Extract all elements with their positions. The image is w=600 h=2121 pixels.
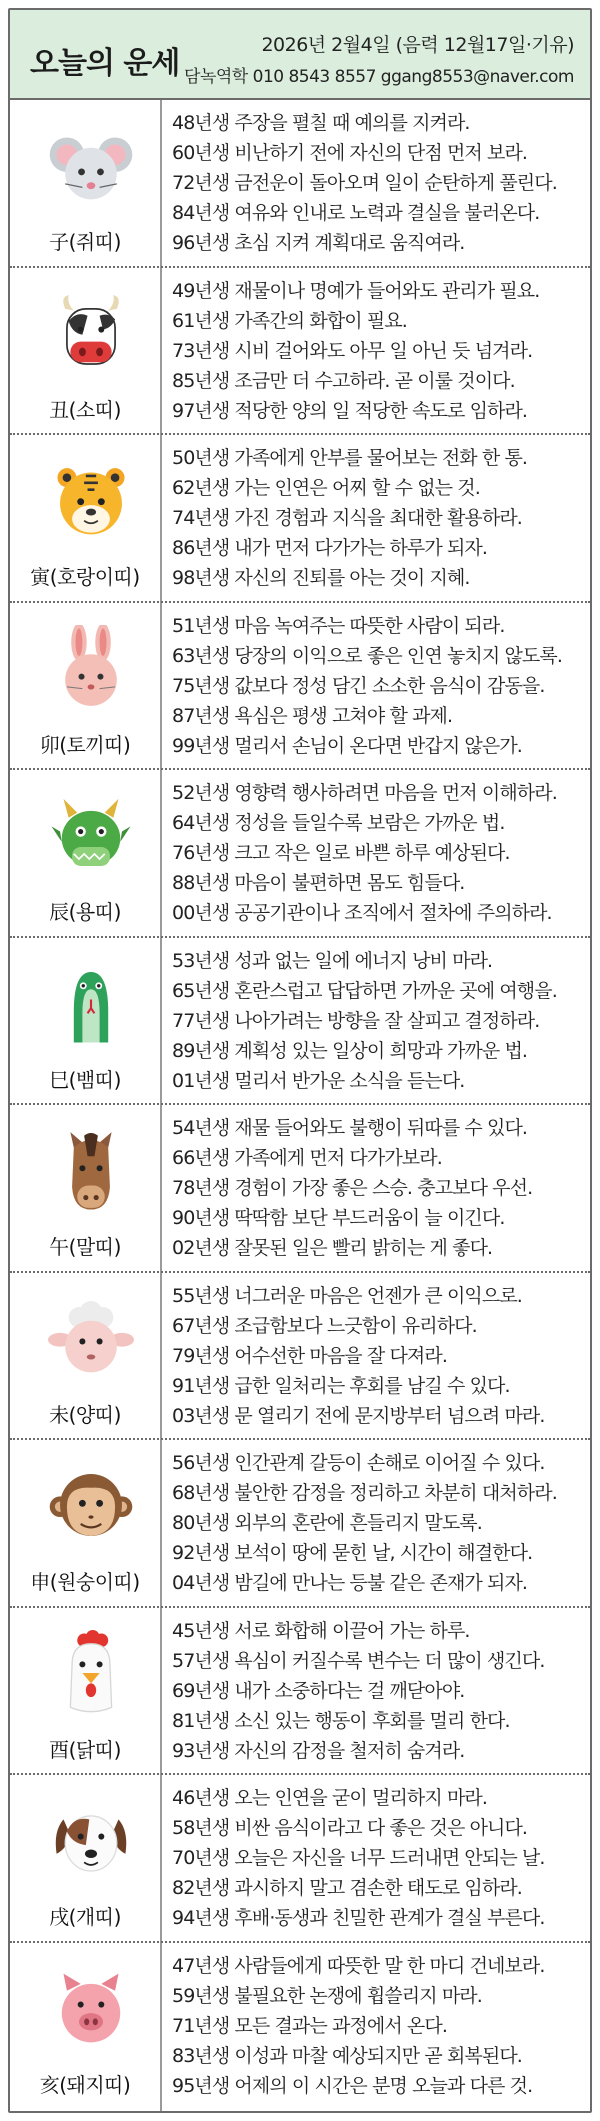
fortune-line: 63년생 당장의 이익으로 좋은 인연 놓치지 않도록. <box>172 644 562 667</box>
dragon-icon <box>48 792 134 878</box>
fortune-line: 51년생 마음 녹여주는 따뜻한 사람이 되라. <box>172 614 505 637</box>
fortune-line: 73년생 시비 걸어와도 아무 일 아닌 듯 넘겨라. <box>172 339 533 362</box>
header <box>10 10 590 100</box>
fortune-line: 93년생 자신의 감정을 철저히 숨겨라. <box>172 1739 465 1762</box>
fortune-line: 68년생 불안한 감정을 정리하고 차분히 대처하라. <box>172 1482 557 1504</box>
zodiac-section-pig <box>10 1943 590 2111</box>
fortune-line: 03년생 문 열리기 전에 문지방부터 넘으려 마라. <box>172 1404 545 1427</box>
zodiac-section-sheep <box>10 1273 590 1441</box>
rabbit-icon <box>48 625 134 711</box>
fortune-line: 69년생 내가 소중하다는 걸 깨닫아야. <box>172 1679 465 1702</box>
fortune-line: 92년생 보석이 땅에 묻힌 날, 시간이 해결한다. <box>172 1542 533 1564</box>
fortune-list <box>172 443 588 593</box>
fortune-list <box>172 1448 588 1598</box>
fortune-list <box>172 778 588 928</box>
fortune-line: 66년생 가족에게 먼저 다가가보라. <box>172 1147 442 1169</box>
fortune-line: 67년생 조급함보다 느긋함이 유리하다. <box>172 1314 477 1337</box>
fortune-line: 86년생 내가 먼저 다가가는 하루가 되자. <box>172 537 488 559</box>
zodiac-section-dragon <box>10 770 590 938</box>
fortune-list <box>172 1783 588 1933</box>
fortune-line: 87년생 욕심은 평생 고쳐야 할 과제. <box>172 704 453 727</box>
fortune-line: 01년생 멀리서 반가운 소식을 듣는다. <box>172 1069 465 1092</box>
fortune-line: 76년생 크고 작은 일로 바쁜 하루 예상된다. <box>172 842 510 864</box>
zodiac-label: 未(양띠) <box>49 1402 121 1427</box>
zodiac-label: 卯(토끼띠) <box>39 732 131 757</box>
zodiac-label: 寅(호랑이띠) <box>30 565 140 589</box>
fortune-line: 65년생 혼란스럽고 답답하면 가까운 곳에 여행을. <box>172 979 557 1002</box>
fortune-list <box>172 611 588 761</box>
fortune-line: 49년생 재물이나 명예가 들어와도 관리가 필요. <box>172 279 540 302</box>
fortune-line: 78년생 경험이 가장 좋은 스승. 충고보다 우선. <box>172 1177 533 1199</box>
date-line: 2026년 2월4일 (음력 12월17일·기유) <box>261 34 574 56</box>
fortune-line: 72년생 금전운이 돌아오며 일이 순탄하게 풀린다. <box>172 172 557 194</box>
sheep-icon <box>48 1295 134 1381</box>
fortune-list <box>172 946 588 1096</box>
fortune-line: 64년생 정성을 들일수록 보람은 가까운 법. <box>172 812 505 834</box>
zodiac-label: 酉(닭띠) <box>49 1737 121 1762</box>
fortune-line: 79년생 어수선한 마음을 잘 다져라. <box>172 1344 447 1367</box>
monkey-icon <box>48 1462 134 1548</box>
contact-line: 담녹역학 010 8543 8557 ggang8553@naver.com <box>184 67 574 87</box>
tiger-icon <box>48 457 134 543</box>
fortune-line: 53년생 성과 없는 일에 에너지 낭비 마라. <box>172 949 493 972</box>
fortune-line: 97년생 적당한 양의 일 적당한 속도로 임하라. <box>172 399 528 422</box>
fortune-line: 81년생 소신 있는 행동이 후회를 멀리 한다. <box>172 1709 510 1732</box>
zodiac-label: 亥(돼지띠) <box>39 2072 131 2097</box>
fortune-list <box>172 1113 588 1263</box>
zodiac-section-rooster <box>10 1608 590 1776</box>
fortune-line: 58년생 비싼 음식이라고 다 좋은 것은 아니다. <box>172 1817 528 1839</box>
fortune-line: 70년생 오늘은 자신을 너무 드러내면 안되는 날. <box>172 1847 545 1869</box>
zodiac-section-ox <box>10 268 590 436</box>
zodiac-label: 戌(개띠) <box>49 1905 121 1929</box>
fortune-line: 55년생 너그러운 마음은 언젠가 큰 이익으로. <box>172 1284 522 1307</box>
fortune-list <box>172 1616 588 1766</box>
zodiac-section-rat <box>10 100 590 268</box>
fortune-line: 45년생 서로 화합해 이끌어 가는 하루. <box>172 1619 470 1642</box>
fortune-line: 83년생 이성과 마찰 예상되지만 곧 회복된다. <box>172 2044 522 2067</box>
snake-icon <box>48 960 134 1046</box>
ox-icon <box>48 290 134 376</box>
fortune-list <box>172 276 588 426</box>
fortune-line: 00년생 공공기관이나 조직에서 절차에 주의하라. <box>172 902 552 924</box>
fortune-line: 98년생 자신의 진퇴를 아는 것이 지혜. <box>172 567 470 589</box>
fortune-line: 84년생 여유와 인내로 노력과 결실을 불러온다. <box>172 202 540 224</box>
zodiac-label: 申(원숭이띠) <box>30 1570 140 1594</box>
zodiac-section-rabbit <box>10 603 590 771</box>
fortune-line: 60년생 비난하기 전에 자신의 단점 먼저 보라. <box>172 142 528 164</box>
fortune-list <box>172 1951 588 2101</box>
horse-icon <box>48 1127 134 1213</box>
fortune-line: 80년생 외부의 혼란에 흔들리지 말도록. <box>172 1512 482 1534</box>
pig-icon <box>48 1965 134 2051</box>
fortune-line: 57년생 욕심이 커질수록 변수는 더 많이 생긴다. <box>172 1649 545 1672</box>
fortune-line: 88년생 마음이 불편하면 몸도 힘들다. <box>172 872 465 894</box>
fortune-line: 47년생 사람들에게 따뜻한 말 한 마디 건네보라. <box>172 1954 545 1977</box>
fortune-line: 61년생 가족간의 화합이 필요. <box>172 309 407 332</box>
fortune-line: 46년생 오는 인연을 굳이 멀리하지 마라. <box>172 1787 488 1809</box>
zodiac-section-monkey <box>10 1440 590 1608</box>
page-title: 오늘의 운세 <box>30 46 180 81</box>
dog-icon <box>48 1797 134 1883</box>
fortune-line: 75년생 값보다 정성 담긴 소소한 음식이 감동을. <box>172 674 545 697</box>
fortune-line: 71년생 모든 결과는 과정에서 온다. <box>172 2014 447 2037</box>
fortune-line: 77년생 나아가려는 방향을 잘 살피고 결정하라. <box>172 1009 540 1032</box>
zodiac-label: 辰(용띠) <box>49 900 121 924</box>
fortune-line: 50년생 가족에게 안부를 물어보는 전화 한 통. <box>172 447 528 469</box>
zodiac-label: 午(말띠) <box>49 1235 121 1259</box>
zodiac-section-horse <box>10 1105 590 1273</box>
fortune-line: 90년생 딱딱함 보단 부드러움이 늘 이긴다. <box>172 1207 505 1229</box>
zodiac-section-dog <box>10 1775 590 1943</box>
fortune-list <box>172 108 588 258</box>
fortune-line: 56년생 인간관계 갈등이 손해로 이어질 수 있다. <box>172 1452 545 1474</box>
zodiac-label: 子(쥐띠) <box>49 230 121 254</box>
fortune-line: 59년생 불필요한 논쟁에 휩쓸리지 마라. <box>172 1984 482 2007</box>
fortune-line: 74년생 가진 경험과 지식을 최대한 활용하라. <box>172 507 522 529</box>
fortune-line: 04년생 밤길에 만나는 등불 같은 존재가 되자. <box>172 1572 528 1594</box>
zodiac-label: 巳(뱀띠) <box>49 1067 121 1092</box>
fortune-list <box>172 1281 588 1431</box>
fortune-line: 99년생 멀리서 손님이 온다면 반갑지 않은가. <box>172 734 522 757</box>
fortune-line: 82년생 과시하지 말고 겸손한 태도로 임하라. <box>172 1877 522 1899</box>
zodiac-section-tiger <box>10 435 590 603</box>
fortune-line: 54년생 재물 들어와도 불행이 뒤따를 수 있다. <box>172 1117 528 1139</box>
fortune-line: 52년생 영향력 행사하려면 마음을 먼저 이해하라. <box>172 782 557 804</box>
fortune-line: 62년생 가는 인연은 어찌 할 수 없는 것. <box>172 477 480 499</box>
rooster-icon <box>48 1630 134 1716</box>
fortune-line: 02년생 잘못된 일은 빨리 밝히는 게 좋다. <box>172 1237 493 1259</box>
fortune-line: 48년생 주장을 펼칠 때 예의를 지켜라. <box>172 112 470 134</box>
fortune-line: 96년생 초심 지켜 계획대로 움직여라. <box>172 232 465 254</box>
fortune-line: 91년생 급한 일처리는 후회를 남길 수 있다. <box>172 1374 510 1397</box>
zodiac-section-snake <box>10 938 590 1106</box>
rat-icon <box>48 122 134 208</box>
fortune-line: 95년생 어제의 이 시간은 분명 오늘과 다른 것. <box>172 2074 533 2097</box>
fortune-line: 94년생 후배·동생과 친밀한 관계가 결실 부른다. <box>172 1907 545 1929</box>
fortune-line: 89년생 계획성 있는 일상이 희망과 가까운 법. <box>172 1039 528 1062</box>
fortune-line: 85년생 조금만 더 수고하라. 곧 이룰 것이다. <box>172 369 515 392</box>
zodiac-label: 丑(소띠) <box>49 397 121 422</box>
